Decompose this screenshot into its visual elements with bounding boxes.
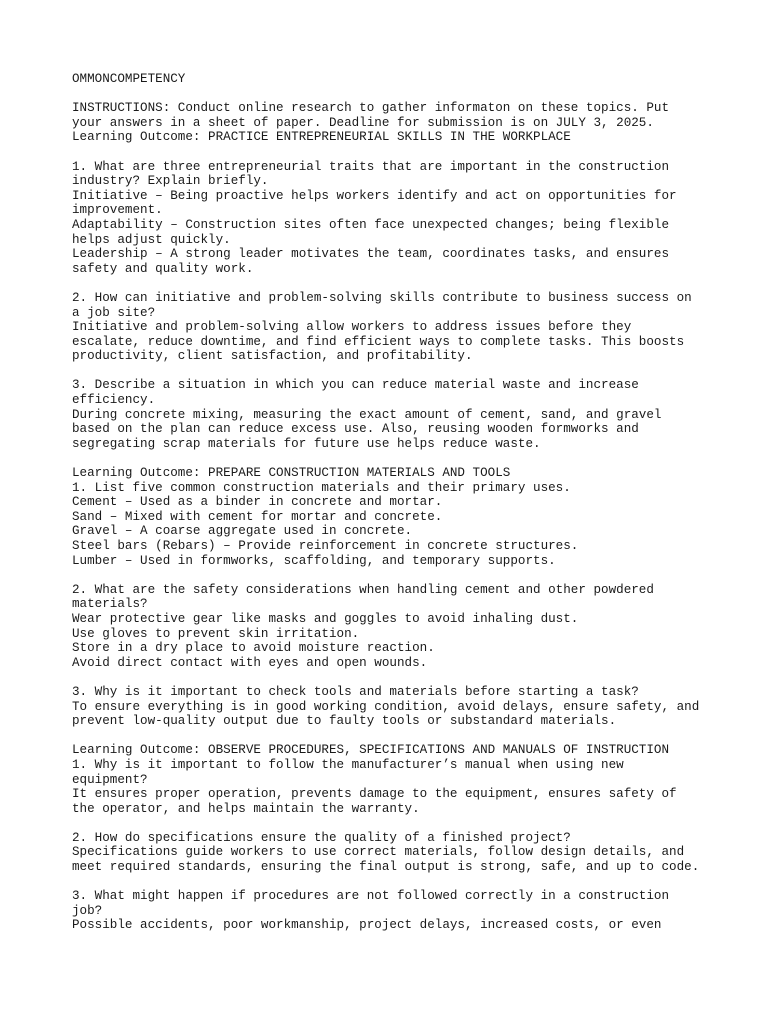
text-line: materials? xyxy=(72,597,148,612)
text-line: segregating scrap materials for future use helps reduce waste. xyxy=(72,436,541,451)
text-line: 2. How do specifications ensure the quality of a finished project? xyxy=(72,830,571,845)
text-line: Cement – Used as a binder in concrete and mortar. xyxy=(72,495,443,510)
text-line: escalate, reduce downtime, and find efficient ways to complete tasks. This boosts xyxy=(72,334,685,349)
question-block xyxy=(72,466,712,568)
text-line: Store in a dry place to avoid moisture reaction. xyxy=(72,641,435,656)
text-line: 3. Describe a situation in which you can reduce material waste and increase xyxy=(72,378,639,393)
question-block xyxy=(72,583,712,671)
text-line: Lumber – Used in formworks, scaffolding, and temporary supports. xyxy=(72,553,556,568)
text-line: 3. Why is it important to check tools and materials before starting a task? xyxy=(72,684,639,699)
sections-container xyxy=(72,145,712,933)
text-line: Specifications guide workers to use correct materials, follow design details, and xyxy=(72,845,685,860)
blank-line xyxy=(72,451,712,466)
instructions-line: your answers in a sheet of paper. Deadline for submission is on JULY 3, 2025. xyxy=(72,115,654,130)
blank-line xyxy=(72,875,712,890)
text-line: Initiative – Being proactive helps workers identify and act on opportunities for xyxy=(72,188,677,203)
blank-line xyxy=(72,816,712,831)
text-line: Learning Outcome: OBSERVE PROCEDURES, SPECIFICATIONS AND MANUALS OF INSTRUCTION xyxy=(72,743,670,758)
blank-line xyxy=(72,568,712,583)
blank-line xyxy=(72,276,712,291)
question-block xyxy=(72,291,712,364)
text-line: 3. What might happen if procedures are not followed correctly in a construction xyxy=(72,889,670,904)
text-line: Possible accidents, poor workmanship, project delays, increased costs, or even xyxy=(72,918,662,933)
document-page xyxy=(72,72,712,933)
text-line: efficiency. xyxy=(72,393,156,408)
text-line: 1. What are three entrepreneurial traits that are important in the construction xyxy=(72,159,670,174)
question-block xyxy=(72,831,712,875)
text-line: Leadership – A strong leader motivates the team, coordinates tasks, and ensures xyxy=(72,247,670,262)
text-line: 2. What are the safety considerations when handling cement and other powdered xyxy=(72,582,654,597)
blank-line xyxy=(72,145,712,160)
text-line: job? xyxy=(72,903,103,918)
text-line: It ensures proper operation, prevents damage to the equipment, ensures safety of xyxy=(72,787,677,802)
text-line: During concrete mixing, measuring the exact amount of cement, sand, and gravel xyxy=(72,407,662,422)
text-line: To ensure everything is in good working condition, avoid delays, ensure safety, and xyxy=(72,699,700,714)
question-block xyxy=(72,378,712,451)
blank-line xyxy=(72,87,712,102)
blank-line xyxy=(72,729,712,744)
text-line: productivity, client satisfaction, and profitability. xyxy=(72,349,473,364)
text-line: Gravel – A coarse aggregate used in concrete. xyxy=(72,524,413,539)
learning-outcome-line: Learning Outcome: PRACTICE ENTREPRENEURIAL SKILLS IN THE WORKPLACE xyxy=(72,130,571,145)
text-line: equipment? xyxy=(72,772,148,787)
text-line: Steel bars (Rebars) – Provide reinforcement in concrete structures. xyxy=(72,539,579,553)
text-line: meet required standards, ensuring the final output is strong, safe, and up to code. xyxy=(72,860,700,875)
text-line: 2. How can initiative and problem-solving skills contribute to business success on xyxy=(72,290,692,305)
text-line: 1. List five common construction materials and their primary uses. xyxy=(72,480,571,495)
text-line: industry? Explain briefly. xyxy=(72,174,269,189)
text-line: based on the plan can reduce excess use. Also, reusing wooden formworks and xyxy=(72,422,639,437)
question-block xyxy=(72,685,712,729)
question-block xyxy=(72,743,712,816)
text-line: 1. Why is it important to follow the manufacturer’s manual when using new xyxy=(72,757,624,772)
document-heading: OMMONCOMPETENCY xyxy=(72,72,186,86)
text-line: Wear protective gear like masks and goggles to avoid inhaling dust. xyxy=(72,611,579,626)
text-line: safety and quality work. xyxy=(72,261,254,276)
text-line: Learning Outcome: PREPARE CONSTRUCTION MATERIALS AND TOOLS xyxy=(72,466,511,481)
question-block xyxy=(72,889,712,933)
text-line: Adaptability – Construction sites often face unexpected changes; being flexible xyxy=(72,217,670,232)
question-block xyxy=(72,160,712,277)
text-line: Use gloves to prevent skin irritation. xyxy=(72,626,360,641)
blank-line xyxy=(72,364,712,379)
text-line: the operator, and helps maintain the warranty. xyxy=(72,801,420,816)
text-line: helps adjust quickly. xyxy=(72,232,231,247)
text-line: a job site? xyxy=(72,305,156,320)
text-line: improvement. xyxy=(72,203,163,218)
text-line: Sand – Mixed with cement for mortar and concrete. xyxy=(72,509,443,524)
instructions-line: INSTRUCTIONS: Conduct online research to gather informaton on these topics. Put xyxy=(72,101,670,116)
text-line: prevent low-quality output due to faulty tools or substandard materials. xyxy=(72,714,617,729)
text-line: Initiative and problem-solving allow workers to address issues before they xyxy=(72,320,632,335)
text-line: Avoid direct contact with eyes and open wounds. xyxy=(72,655,428,670)
instructions-block xyxy=(72,101,712,145)
blank-line xyxy=(72,670,712,685)
